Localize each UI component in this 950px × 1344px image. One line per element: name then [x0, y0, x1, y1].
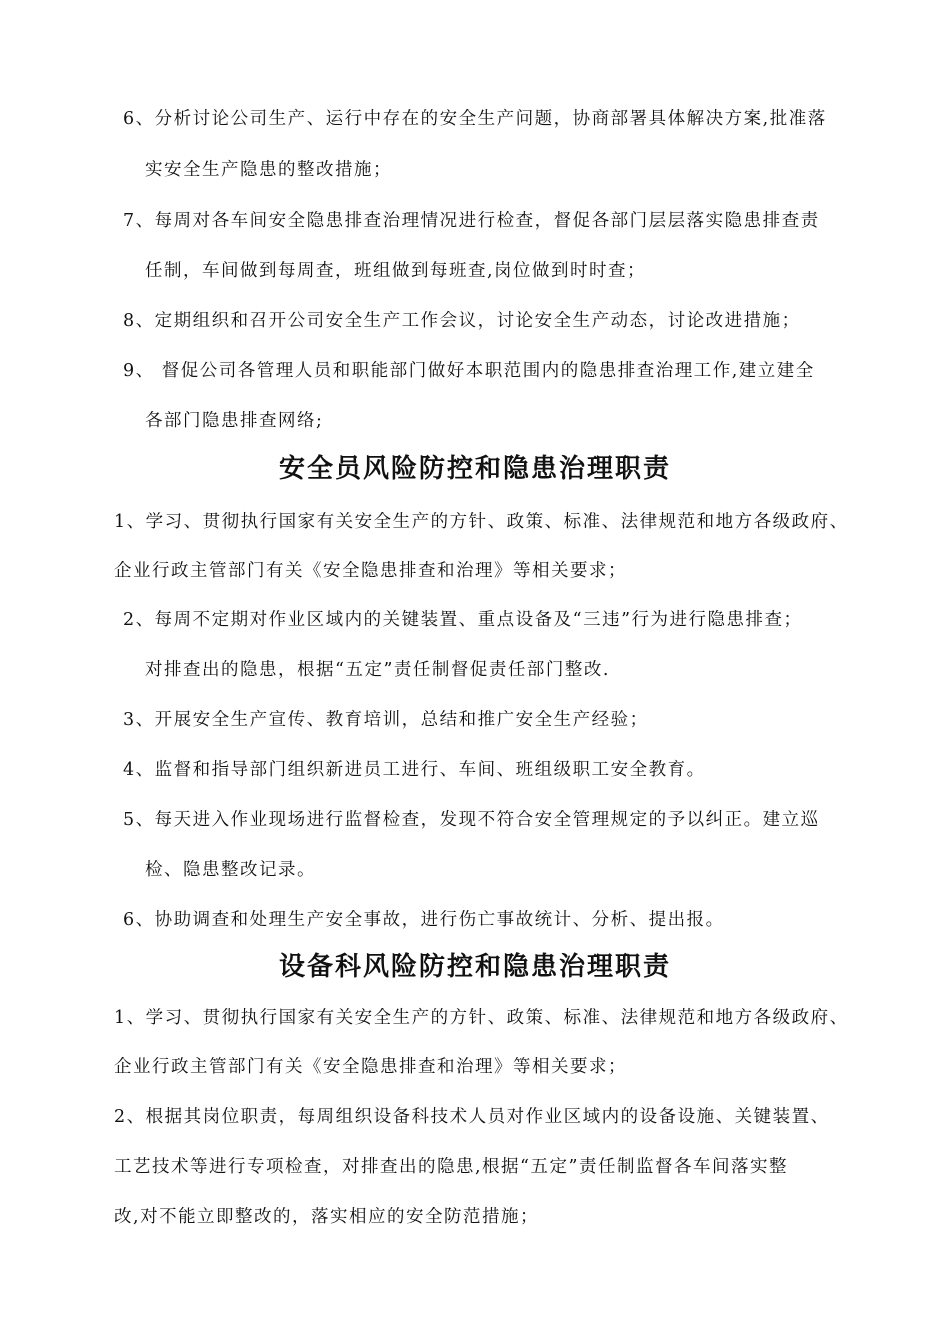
- safety-item-3-line-1: 3、开展安全生产宣传、教育培训，总结和推广安全生产经验；: [123, 710, 649, 730]
- safety-officer-heading: 安全员风险防控和隐患治理职责: [278, 454, 671, 484]
- safety-item-5-line-2: 检、隐患整改记录。: [145, 860, 316, 880]
- safety-item-4-line-1: 4、监督和指导部门组织新进员工进行、车间、班组级职工安全教育。: [123, 760, 706, 780]
- safety-item-2-line-1: 2、每周不定期对作业区域内的关键装置、重点设备及“三违”行为进行隐患排查；: [123, 610, 803, 630]
- item-7-line-1: 7、每周对各车间安全隐患排查治理情况进行检查，督促各部门层层落实隐患排查责: [123, 211, 820, 231]
- safety-item-1-line-2: 企业行政主管部门有关《安全隐患排查和治理》等相关要求；: [114, 561, 627, 581]
- equipment-item-1-line-2: 企业行政主管部门有关《安全隐患排查和治理》等相关要求；: [114, 1057, 627, 1077]
- item-8-line-1: 8、定期组织和召开公司安全生产工作会议，讨论安全生产动态，讨论改进措施；: [123, 311, 801, 331]
- safety-item-2-line-2: 对排查出的隐患，根据“五定”责任制督促责任部门整改.: [145, 660, 610, 680]
- item-9-line-1: 9、 督促公司各管理人员和职能部门做好本职范围内的隐患排查治理工作,建立建全: [123, 361, 815, 381]
- item-7-line-2: 任制，车间做到每周查，班组做到每班查,岗位做到时时查；: [145, 261, 647, 281]
- equipment-item-2-line-2: 工艺技术等进行专项检查，对排查出的隐患,根据“五定”责任制监督各车间落实整: [114, 1157, 788, 1177]
- item-6-line-2: 实安全生产隐患的整改措施；: [145, 160, 392, 180]
- safety-item-5-line-1: 5、每天进入作业现场进行监督检查，发现不符合安全管理规定的予以纠正。建立巡: [123, 810, 820, 830]
- safety-item-1-line-1: 1、学习、贯彻执行国家有关安全生产的方针、政策、标准、法律规范和地方各级政府、: [114, 512, 849, 532]
- equipment-item-1-line-1: 1、学习、贯彻执行国家有关安全生产的方针、政策、标准、法律规范和地方各级政府、: [114, 1008, 849, 1028]
- item-6-line-1: 6、分析讨论公司生产、运行中存在的安全生产问题，协商部署具体解决方案,批准落: [123, 109, 827, 129]
- equipment-item-2-line-3: 改,对不能立即整改的，落实相应的安全防范措施；: [114, 1207, 540, 1227]
- item-9-line-2: 各部门隐患排查网络;: [145, 411, 324, 431]
- equipment-item-2-line-1: 2、根据其岗位职责，每周组织设备科技术人员对作业区域内的设备设施、关键装置、: [114, 1107, 830, 1127]
- safety-item-6-line-1: 6、协助调查和处理生产安全事故，进行伤亡事故统计、分析、提出报。: [123, 910, 725, 930]
- equipment-dept-heading: 设备科风险防控和隐患治理职责: [278, 952, 671, 982]
